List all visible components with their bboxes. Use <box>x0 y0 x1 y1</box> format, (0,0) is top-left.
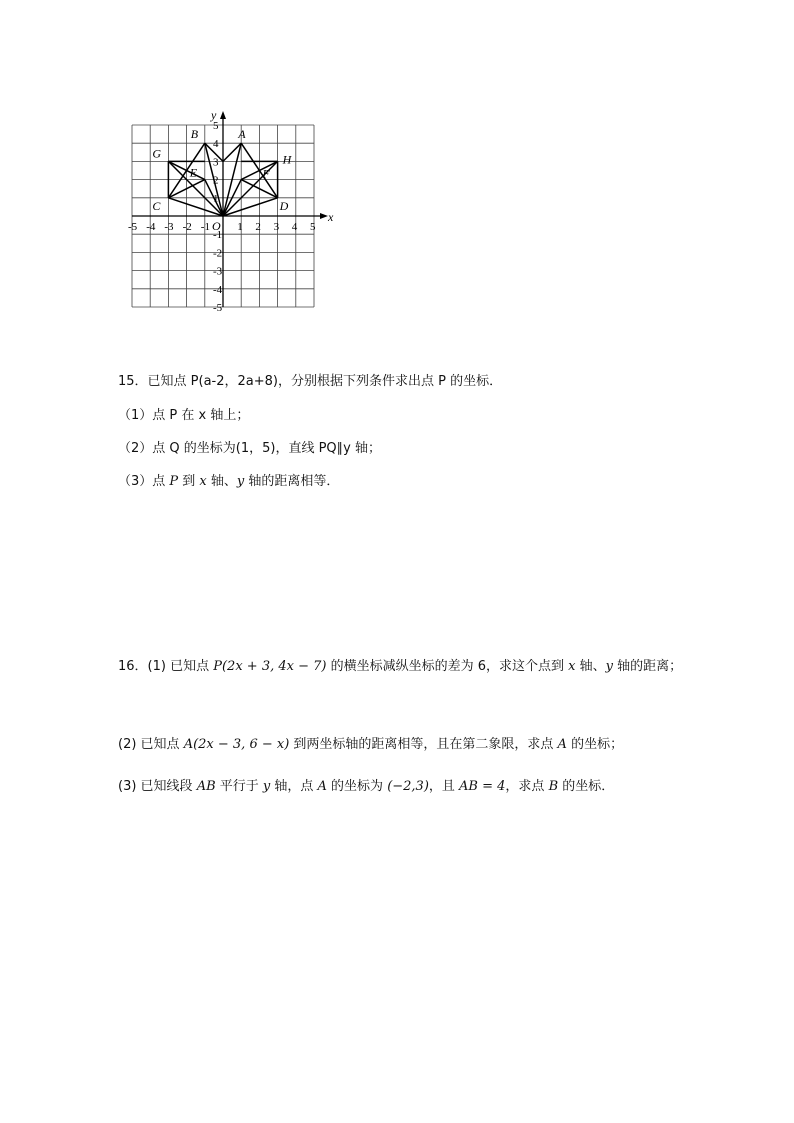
q15-part3 <box>118 470 339 489</box>
q16-p2-var-a: A <box>557 737 567 752</box>
q15-p3-var-p: P <box>169 474 179 489</box>
y-tick-label: 4 <box>213 138 219 151</box>
x-axis-arrow <box>320 213 328 219</box>
q16-p1-var-y: y <box>605 659 613 674</box>
y-tick-label: 2 <box>213 174 219 187</box>
q15-stem: 15．已知点 P(a-2，2a+8)，分别根据下列条件求出点 P 的坐标． <box>118 374 503 389</box>
x-tick-label: -3 <box>164 221 174 233</box>
point-label: B <box>190 127 199 142</box>
q16-p1-text: 轴的距离； <box>612 659 683 674</box>
x-tick-label: -2 <box>182 221 192 233</box>
q15-p3-var-x: x <box>199 474 207 489</box>
x-tick-label: -5 <box>128 221 138 233</box>
y-tick-label: -5 <box>213 302 223 314</box>
q15-p3-text: 轴的距离相等． <box>244 474 340 489</box>
x-tick-label: 2 <box>255 221 261 233</box>
q16-p3-coord: (−2,3) <box>387 779 429 794</box>
x-tick-label: 3 <box>273 221 280 233</box>
q16-p3-equation: AB = 4 <box>459 779 506 794</box>
x-tick-label: 5 <box>310 221 316 233</box>
q16-part2 <box>118 733 623 752</box>
origin-label: O <box>212 219 221 233</box>
q16-p3-var-b: B <box>548 779 559 794</box>
q15-p3-text: （3）点 <box>118 474 170 489</box>
x-tick-label: 1 <box>237 221 243 233</box>
q16-p2-formula: A(2x − 3, 6 − x) <box>183 737 290 752</box>
q16-p3-text: 的坐标． <box>558 779 615 794</box>
q16-p1-text: 轴、 <box>575 659 606 674</box>
q16-p2-text: 到两坐标轴的距离相等，且在第二象限，求点 <box>289 737 558 752</box>
q16-p3-text: 的坐标为 <box>326 779 388 794</box>
q16-p3-text: (3) 已知线段 <box>118 779 197 794</box>
q16-p3-var-ab: AB <box>196 779 216 794</box>
y-tick-label: 5 <box>213 120 219 132</box>
q16-p3-text: ，且 <box>428 779 460 794</box>
point-label: C <box>152 198 161 213</box>
point-label: A <box>238 127 246 142</box>
q16-p3-var-a: A <box>317 779 327 794</box>
point-label: E <box>189 165 198 180</box>
coordinate-figure <box>118 104 348 319</box>
y-tick-label: -4 <box>213 283 223 296</box>
x-tick-label: 4 <box>291 221 298 233</box>
q16-p2-text: (2) 已知点 <box>118 737 184 752</box>
point-label: D <box>279 198 289 213</box>
q16-p3-text: ，求点 <box>505 779 549 794</box>
y-tick-label: -1 <box>213 229 223 242</box>
q15-p3-var-y: y <box>236 474 245 489</box>
y-axis-arrow <box>220 111 226 119</box>
q16-p3-text: 平行于 <box>215 779 263 794</box>
q16-p3-text: 轴，点 <box>270 779 318 794</box>
x-tick-label: -1 <box>200 221 210 233</box>
point-label: H <box>282 152 292 167</box>
y-tick-label: -3 <box>213 265 223 278</box>
q16-part3 <box>118 775 614 794</box>
q15-p3-text: 轴、 <box>206 474 237 489</box>
q16-p2-text: 的坐标； <box>566 737 624 752</box>
q16-p1-var-x: x <box>568 659 576 674</box>
q16-p3-var-y: y <box>262 779 271 794</box>
y-axis-label: y <box>211 108 217 122</box>
q16-part1 <box>118 648 683 686</box>
x-tick-label: -4 <box>146 221 156 233</box>
y-tick-label: 1 <box>213 192 219 205</box>
q16-p1-text: 的横坐标减纵坐标的差为 6，求这个点到 <box>326 659 569 674</box>
x-axis-label: x <box>328 210 334 224</box>
point-label: F <box>262 166 270 181</box>
q15-part2: （2）点 Q 的坐标为(1，5)，直线 PQ∥y 轴； <box>118 441 381 456</box>
y-tick-label: -2 <box>213 247 223 260</box>
q16-p1-formula: P(2x + 3, 4x − 7) <box>213 659 327 674</box>
q16-p1-text: 16．(1) 已知点 <box>118 659 214 674</box>
y-tick-label: 3 <box>213 156 219 169</box>
q15-part1: （1）点 P 在 x 轴上； <box>118 408 250 423</box>
point-label: G <box>152 146 162 161</box>
q15-p3-text: 到 <box>178 474 200 489</box>
axes <box>132 108 334 307</box>
